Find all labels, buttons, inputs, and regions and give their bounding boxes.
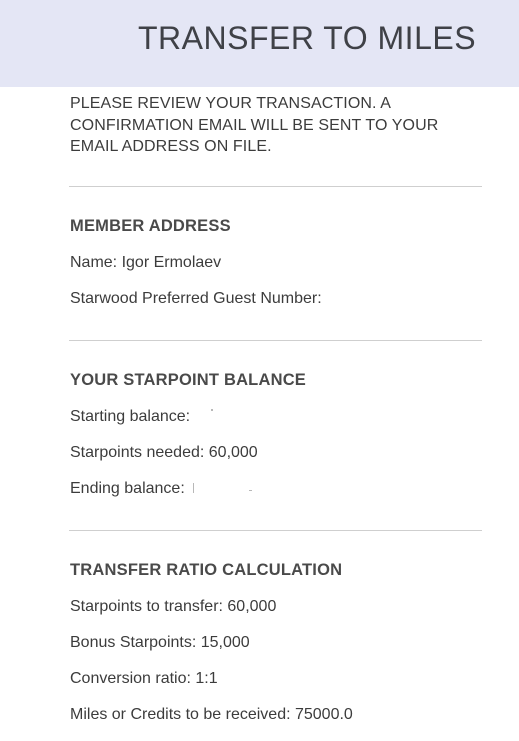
divider <box>69 186 482 187</box>
miles-to-be-received: Miles or Credits to be received: 75000.0 <box>70 706 353 723</box>
starting-balance-label: Starting balance: <box>70 408 191 425</box>
starpoint-balance-title: YOUR STARPOINT BALANCE <box>70 371 307 389</box>
starting-balance <box>70 408 213 426</box>
redacted-value-mark <box>249 490 252 491</box>
transfer-ratio-title: TRANSFER RATIO CALCULATION <box>70 561 343 579</box>
divider <box>69 530 482 531</box>
conversion-ratio: Conversion ratio: 1:1 <box>70 670 218 687</box>
starpoints-needed: Starpoints needed: 60,000 <box>70 444 258 461</box>
bonus-starpoints: Bonus Starpoints: 15,000 <box>70 634 250 651</box>
spg-number: Starwood Preferred Guest Number: <box>70 290 322 307</box>
member-name: Name: Igor Ermolaev <box>70 254 222 271</box>
review-intro-text: PLEASE REVIEW YOUR TRANSACTION. A CONFIRMATION EMAIL WILL BE SENT TO YOUR EMAIL ADDRESS ON FILE. <box>70 95 439 155</box>
page-title: TRANSFER TO MILES <box>138 20 477 56</box>
ending-balance-label: Ending balance: <box>70 480 185 497</box>
divider <box>69 340 482 341</box>
ending-balance <box>70 480 252 498</box>
member-address-title: MEMBER ADDRESS <box>70 217 231 235</box>
redacted-value-mark <box>193 483 194 493</box>
starpoints-to-transfer: Starpoints to transfer: 60,000 <box>70 598 277 615</box>
redacted-value-mark <box>211 409 213 411</box>
page-header <box>0 0 519 87</box>
review-intro <box>70 93 482 158</box>
